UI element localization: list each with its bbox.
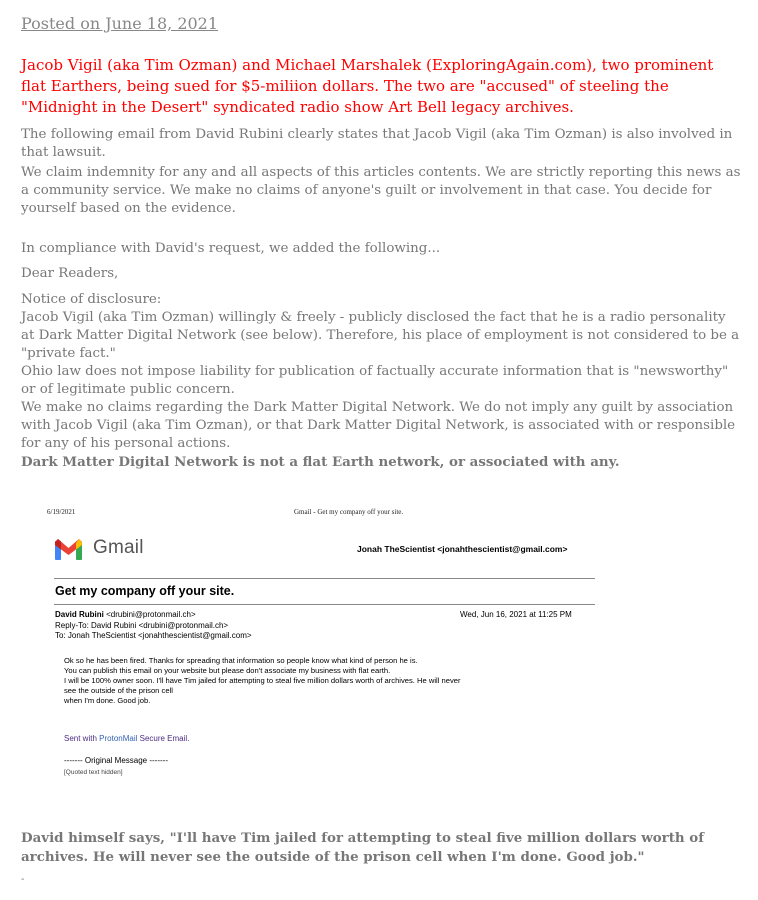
- from-address: <drubini@protonmail.ch>: [106, 610, 196, 619]
- sent-with-line: Sent with ProtonMail Secure Email.: [64, 734, 190, 743]
- original-message-label: ------- Original Message -------: [64, 756, 168, 765]
- print-title: Gmail - Get my company off your site.: [294, 508, 404, 516]
- body-line: see the outside of the prison cell: [64, 686, 173, 695]
- protonmail-link[interactable]: ProtonMail: [99, 734, 138, 743]
- paragraph-dear-readers: Dear Readers,: [21, 266, 119, 281]
- paragraph-disclosure: Jacob Vigil (aka Tim Ozman) willingly & freely - publicly disclosed the fact that he is a radio personality at Dark Matter Digital Network (see below). Therefore, his place of employment is not considered to be a "private fact.": [21, 310, 740, 362]
- divider: [54, 604, 595, 605]
- account-label: Jonah TheScientist <jonahthescientist@gmail.com>: [357, 544, 568, 554]
- body-line: You can publish this email on your website but please don't associate my business with flat earth.: [64, 666, 391, 675]
- paragraph-not-flat-earth: Dark Matter Digital Network is not a flat Earth network, or associated with any.: [21, 454, 620, 470]
- paragraph-no-claims: We make no claims regarding the Dark Matter Digital Network. We do not imply any guilt by association with Jacob Vigil (aka Tim Ozman), or that Dark Matter Digital Network, is associated with or responsible for any of his personal actions.: [21, 400, 736, 452]
- email-date: Wed, Jun 16, 2021 at 11:25 PM: [460, 610, 572, 619]
- email-subject: Get my company off your site.: [55, 584, 235, 598]
- paragraph-notice-heading: Notice of disclosure:: [21, 292, 162, 307]
- print-date: 6/19/2021: [47, 508, 76, 516]
- email-screenshot: [42, 500, 602, 790]
- trailing-dash: -: [21, 874, 25, 885]
- body-line: I will be 100% owner soon. I'll have Tim jailed for attempting to steal five million dollars worth of archives. He will never: [64, 676, 461, 685]
- quoted-text-hidden[interactable]: [Quoted text hidden]: [64, 769, 123, 776]
- article-headline: Jacob Vigil (aka Tim Ozman) and Michael Marshalek (ExploringAgain.com), two prominent flat Earthers, being sued for $5-miliion dollars. The two are "accused" of steeling the "Midnight in the Desert" syndicated radio show Art Bell legacy archives.: [21, 56, 714, 116]
- posted-date-link[interactable]: Posted on June 18, 2021: [21, 14, 219, 33]
- david-quote: David himself says, "I'll have Tim jailed for attempting to steal five million dollars worth of archives. He will never see the outside of the prison cell when I'm done. Good job.": [21, 830, 704, 865]
- paragraph-indemnity: We claim indemnity for any and all aspects of this articles contents. We are strictly reporting this news as a community service. We make no claims of anyone's guilt or involvement in that case. You decide for yourself based on the evidence.: [21, 165, 741, 217]
- reply-to: Reply-To: David Rubini <drubini@protonmail.ch>: [55, 620, 229, 630]
- body-line: Ok so he has been fired. Thanks for spreading that information so people know what kind of person he is.: [64, 656, 418, 665]
- email-headers: [55, 610, 252, 642]
- paragraph-lawsuit-involvement: The following email from David Rubini clearly states that Jacob Vigil (aka Tim Ozman) is also involved in that lawsuit.: [21, 127, 733, 161]
- from-name: David Rubini: [55, 610, 104, 619]
- to-line: To: Jonah TheScientist <jonahthescientist@gmail.com>: [55, 631, 252, 640]
- divider: [54, 578, 595, 579]
- body-line: when I'm done. Good job.: [64, 696, 151, 705]
- email-body: [64, 656, 584, 706]
- gmail-wordmark: Gmail: [93, 537, 144, 558]
- paragraph-compliance: In compliance with David's request, we added the following...: [21, 241, 441, 256]
- paragraph-ohio-law: Ohio law does not impose liability for publication of factually accurate information that is "newsworthy" or of legitimate public concern.: [21, 364, 729, 398]
